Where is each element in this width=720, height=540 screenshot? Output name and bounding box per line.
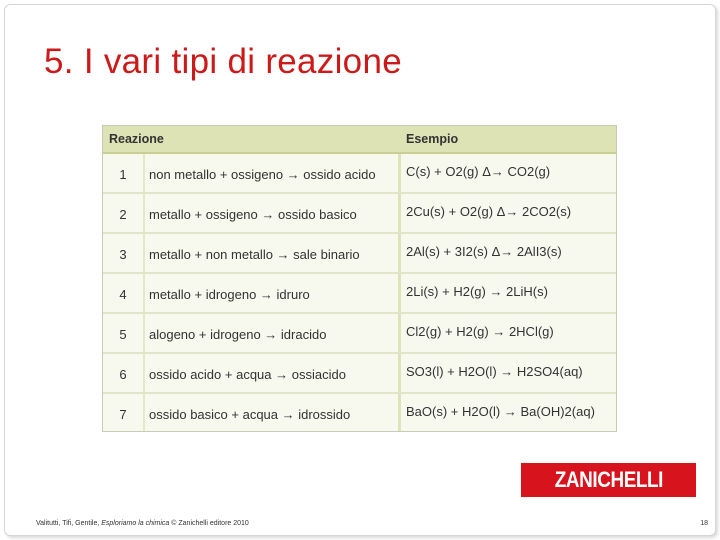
table-row: [103, 394, 616, 432]
table-row: [103, 274, 616, 314]
reaction-text: ossido basico + acqua → idrossido: [149, 407, 351, 422]
reaction-text: metallo + ossigeno → ossido basico: [149, 207, 357, 222]
row-number: 7: [119, 407, 127, 422]
reaction-text: non metallo + ossigeno → ossido acido: [149, 167, 376, 182]
header-reaction: Reazione: [109, 132, 164, 146]
example-text: C(s) + O2(g) Δ→ CO2(g): [406, 164, 551, 179]
row-number: 2: [119, 207, 127, 222]
row-number: 1: [119, 167, 127, 182]
table-row: [103, 194, 616, 234]
reaction-text: metallo + idrogeno → idruro: [149, 287, 310, 302]
row-number: 4: [119, 287, 127, 302]
example-text: Cl2(g) + H2(g) → 2HCl(g): [406, 324, 554, 339]
example-text: 2Cu(s) + O2(g) Δ→ 2CO2(s): [406, 204, 572, 219]
table-row: [103, 234, 616, 274]
example-text: SO3(l) + H2O(l) → H2SO4(aq): [406, 364, 583, 379]
example-equation: [406, 404, 595, 419]
example-equation: [406, 324, 554, 339]
example-equation: [406, 364, 583, 379]
slide-title: 5. I vari tipi di reazione: [44, 42, 402, 81]
footer-credits: [36, 520, 249, 527]
example-text: 2Li(s) + H2(g) → 2LiH(s): [406, 284, 548, 299]
reaction-table: [102, 125, 617, 432]
zanichelli-logo: [521, 463, 696, 497]
footer-authors: Valitutti, Tifi, Gentile,: [36, 520, 102, 527]
example-equation: [406, 284, 548, 299]
example-equation: [406, 164, 550, 179]
footer-publisher: © Zanichelli editore 2010: [169, 520, 249, 527]
table-row: [103, 154, 616, 194]
table-row: [103, 354, 616, 394]
row-number: 5: [119, 327, 127, 342]
row-number: 3: [119, 247, 127, 262]
example-text: 2Al(s) + 3I2(s) Δ→ 2AlI3(s): [406, 244, 562, 259]
example-text: BaO(s) + H2O(l) → Ba(OH)2(aq): [406, 404, 595, 419]
table-header: [103, 126, 616, 154]
logo-text: ZANICHELLI: [554, 467, 663, 492]
footer-book-title: Esploriamo la chimica: [101, 520, 170, 527]
example-equation: [406, 204, 571, 219]
reaction-text: alogeno + idrogeno → idracido: [149, 327, 327, 342]
header-example: Esempio: [406, 132, 459, 146]
reaction-text: ossido acido + acqua → ossiacido: [149, 367, 346, 382]
row-number: 6: [119, 367, 127, 382]
reaction-text: metallo + non metallo → sale binario: [149, 247, 360, 262]
table-row: [103, 314, 616, 354]
example-equation: [406, 244, 562, 259]
page-number: 18: [700, 520, 708, 527]
